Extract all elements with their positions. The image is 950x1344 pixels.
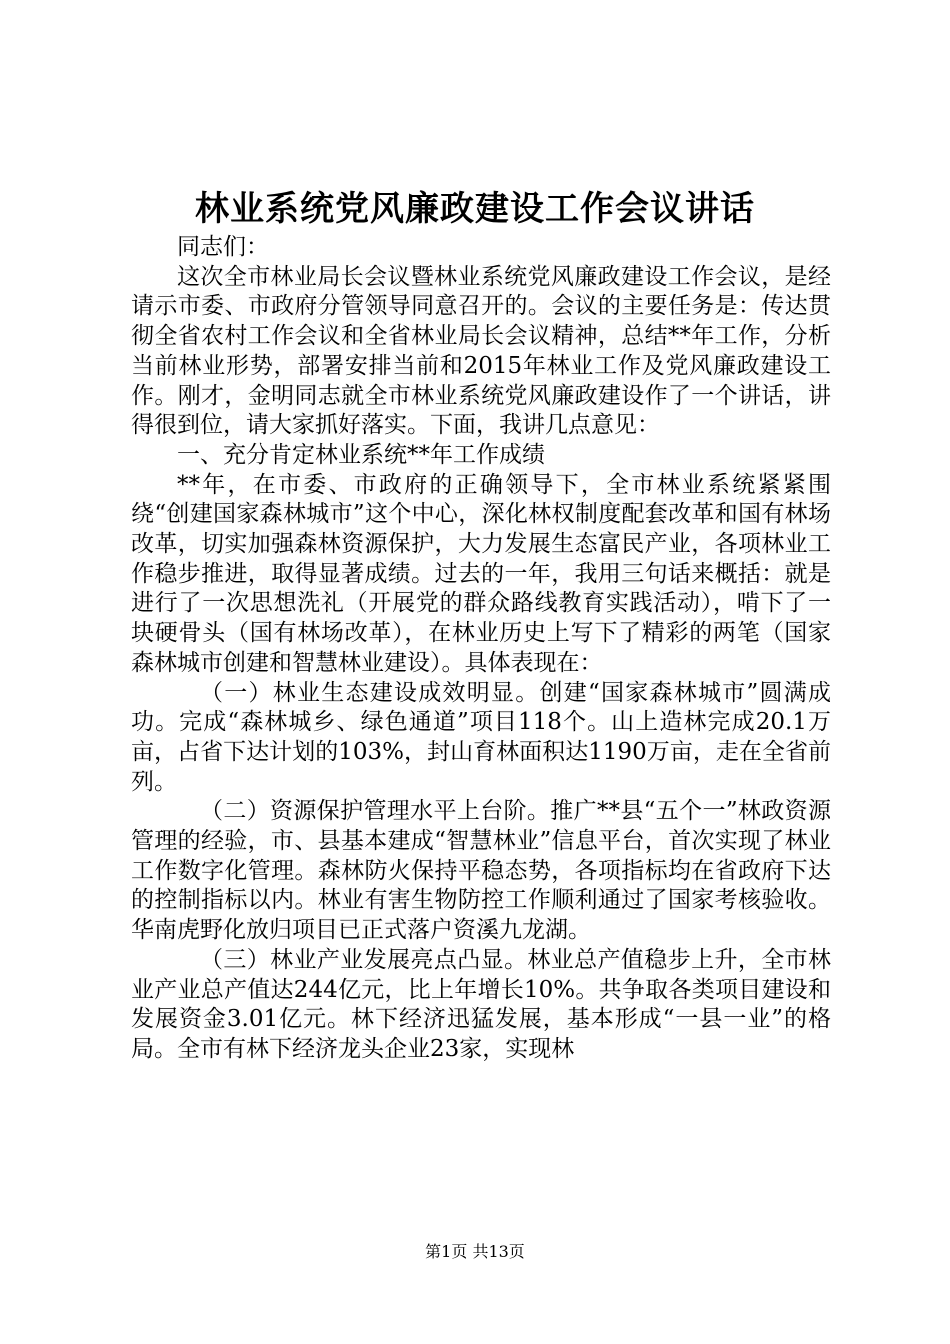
section-heading: 一、充分肯定林业系统**年工作成绩 [177, 441, 545, 468]
item-paragraph-3: （三）林业产业发展亮点凸显。林业总产值稳步上升，全市林业产业总产值达244亿元，比上年增长10%。共争取各类项目建设和发展资金3.01亿元。林下经济迅猛发展，基本形成“一县一业”的格局。全市有林下经济龙头企业23家，实现林 [131, 946, 831, 1062]
intro-paragraph: 这次全市林业局长会议暨林业系统党风廉政建设工作会议，是经请示市委、市政府分管领导同意召开的。会议的主要任务是：传达贯彻全省农村工作会议和全省林业局长会议精神，总结**年工作，分析当前林业形势，部署安排当前和2015年林业工作及党风廉政建设工作。刚才，金明同志就全市林业系统党风廉政建设作了一个讲话，讲得很到位，请大家抓好落实。下面，我讲几点意见： [131, 263, 831, 439]
document-body [131, 233, 831, 1065]
summary-paragraph: **年，在市委、市政府的正确领导下，全市林业系统紧紧围绕“创建国家森林城市”这个中心，深化林权制度配套改革和国有林场改革，切实加强森林资源保护，大力发展生态富民产业，各项林业工作稳步推进，取得显著成绩。过去的一年，我用三句话来概括：就是进行了一次思想洗礼（开展党的群众路线教育实践活动），啃下了一块硬骨头（国有林场改革），在林业历史上写下了精彩的两笔（国家森林城市创建和智慧林业建设）。具体表现在： [131, 471, 831, 676]
item-paragraph-1: （一）林业生态建设成效明显。创建“国家森林城市”圆满成功。完成“森林城乡、绿色通道”项目118个。山上造林完成20.1万亩，占省下达计划的103%，封山育林面积达1190万亩，走在全省前列。 [131, 679, 831, 795]
item-paragraph-2: （二）资源保护管理水平上台阶。推广**县“五个一”林政资源管理的经验，市、县基本建成“智慧林业”信息平台，首次实现了林业工作数字化管理。森林防火保持平稳态势，各项指标均在省政府下达的控制指标以内。林业有害生物防控工作顺利通过了国家考核验收。华南虎野化放归项目已正式落户资溪九龙湖。 [131, 798, 831, 944]
document-title: 林业系统党风廉政建设工作会议讲话 [195, 189, 755, 229]
page-footer: 第1页 共13页 [425, 1242, 525, 1261]
salutation: 同志们： [177, 234, 269, 260]
